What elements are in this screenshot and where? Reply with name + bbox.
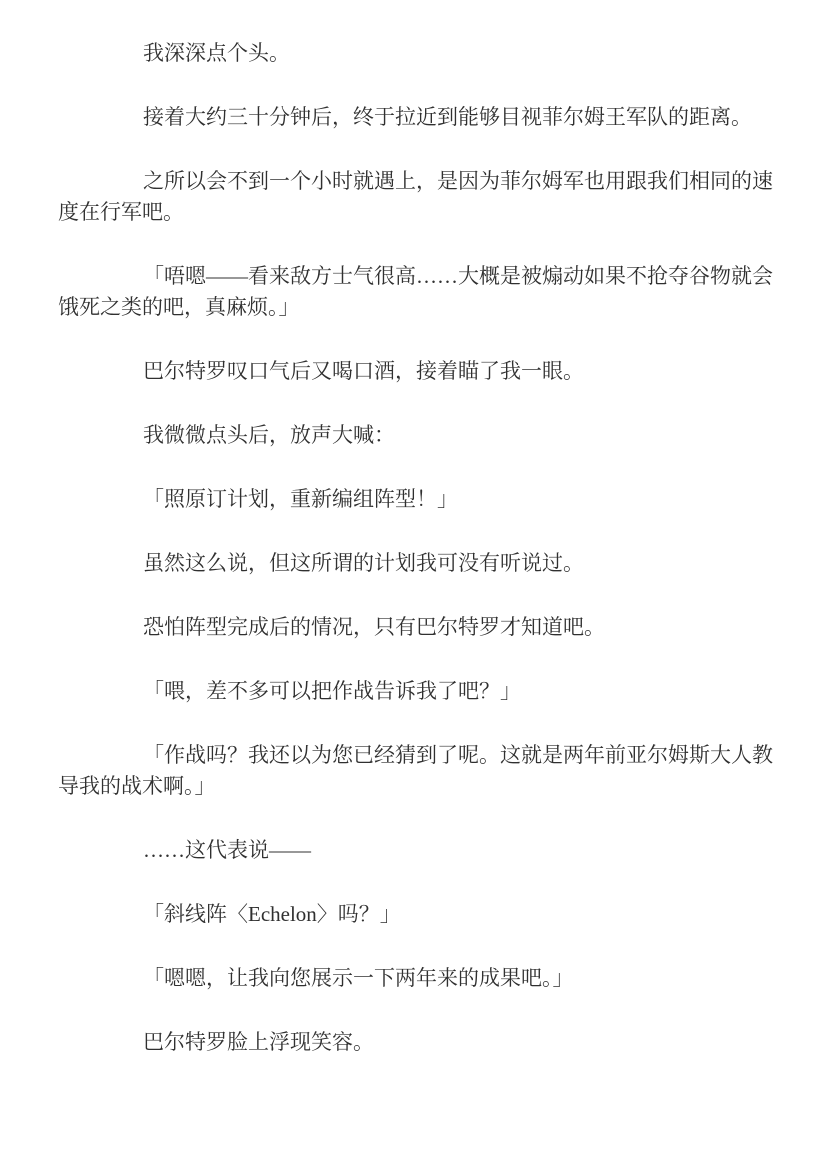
paragraph: 巴尔特罗脸上浮现笑容。: [143, 1030, 374, 1054]
paragraph: 恐怕阵型完成后的情况，只有巴尔特罗才知道吧。: [143, 615, 605, 639]
paragraph-dialogue: 「作战吗？我还以为您已经猜到了呢。这就是两年前亚尔姆斯大人教导我的战术啊。」: [58, 743, 773, 798]
text-column: [58, 38, 778, 1058]
paragraph-dialogue: 「斜线阵〈Echelon〉吗？」: [143, 902, 401, 926]
paragraph: ……这代表说——: [143, 838, 311, 862]
paragraph-dialogue: 「喂，差不多可以把作战告诉我了吧？」: [143, 679, 521, 703]
paragraph: 虽然这么说，但这所谓的计划我可没有听说过。: [143, 551, 584, 575]
paragraph-dialogue: 「嗯嗯，让我向您展示一下两年来的成果吧。」: [143, 966, 574, 990]
paragraph: 巴尔特罗叹口气后又喝口酒，接着瞄了我一眼。: [143, 359, 584, 383]
paragraph-dialogue: 「唔嗯——看来敌方士气很高……大概是被煽动如果不抢夺谷物就会饿死之类的吧，真麻烦。」: [58, 264, 773, 319]
paragraph: 我深深点个头。: [143, 41, 290, 65]
paragraph: 之所以会不到一个小时就遇上，是因为菲尔姆军也用跟我们相同的速度在行军吧。: [58, 169, 773, 224]
paragraph: 我微微点头后，放声大喊：: [143, 423, 395, 447]
paragraph-dialogue: 「照原订计划，重新编组阵型！」: [143, 487, 458, 511]
paragraph: 接着大约三十分钟后，终于拉近到能够目视菲尔姆王军队的距离。: [143, 105, 752, 129]
